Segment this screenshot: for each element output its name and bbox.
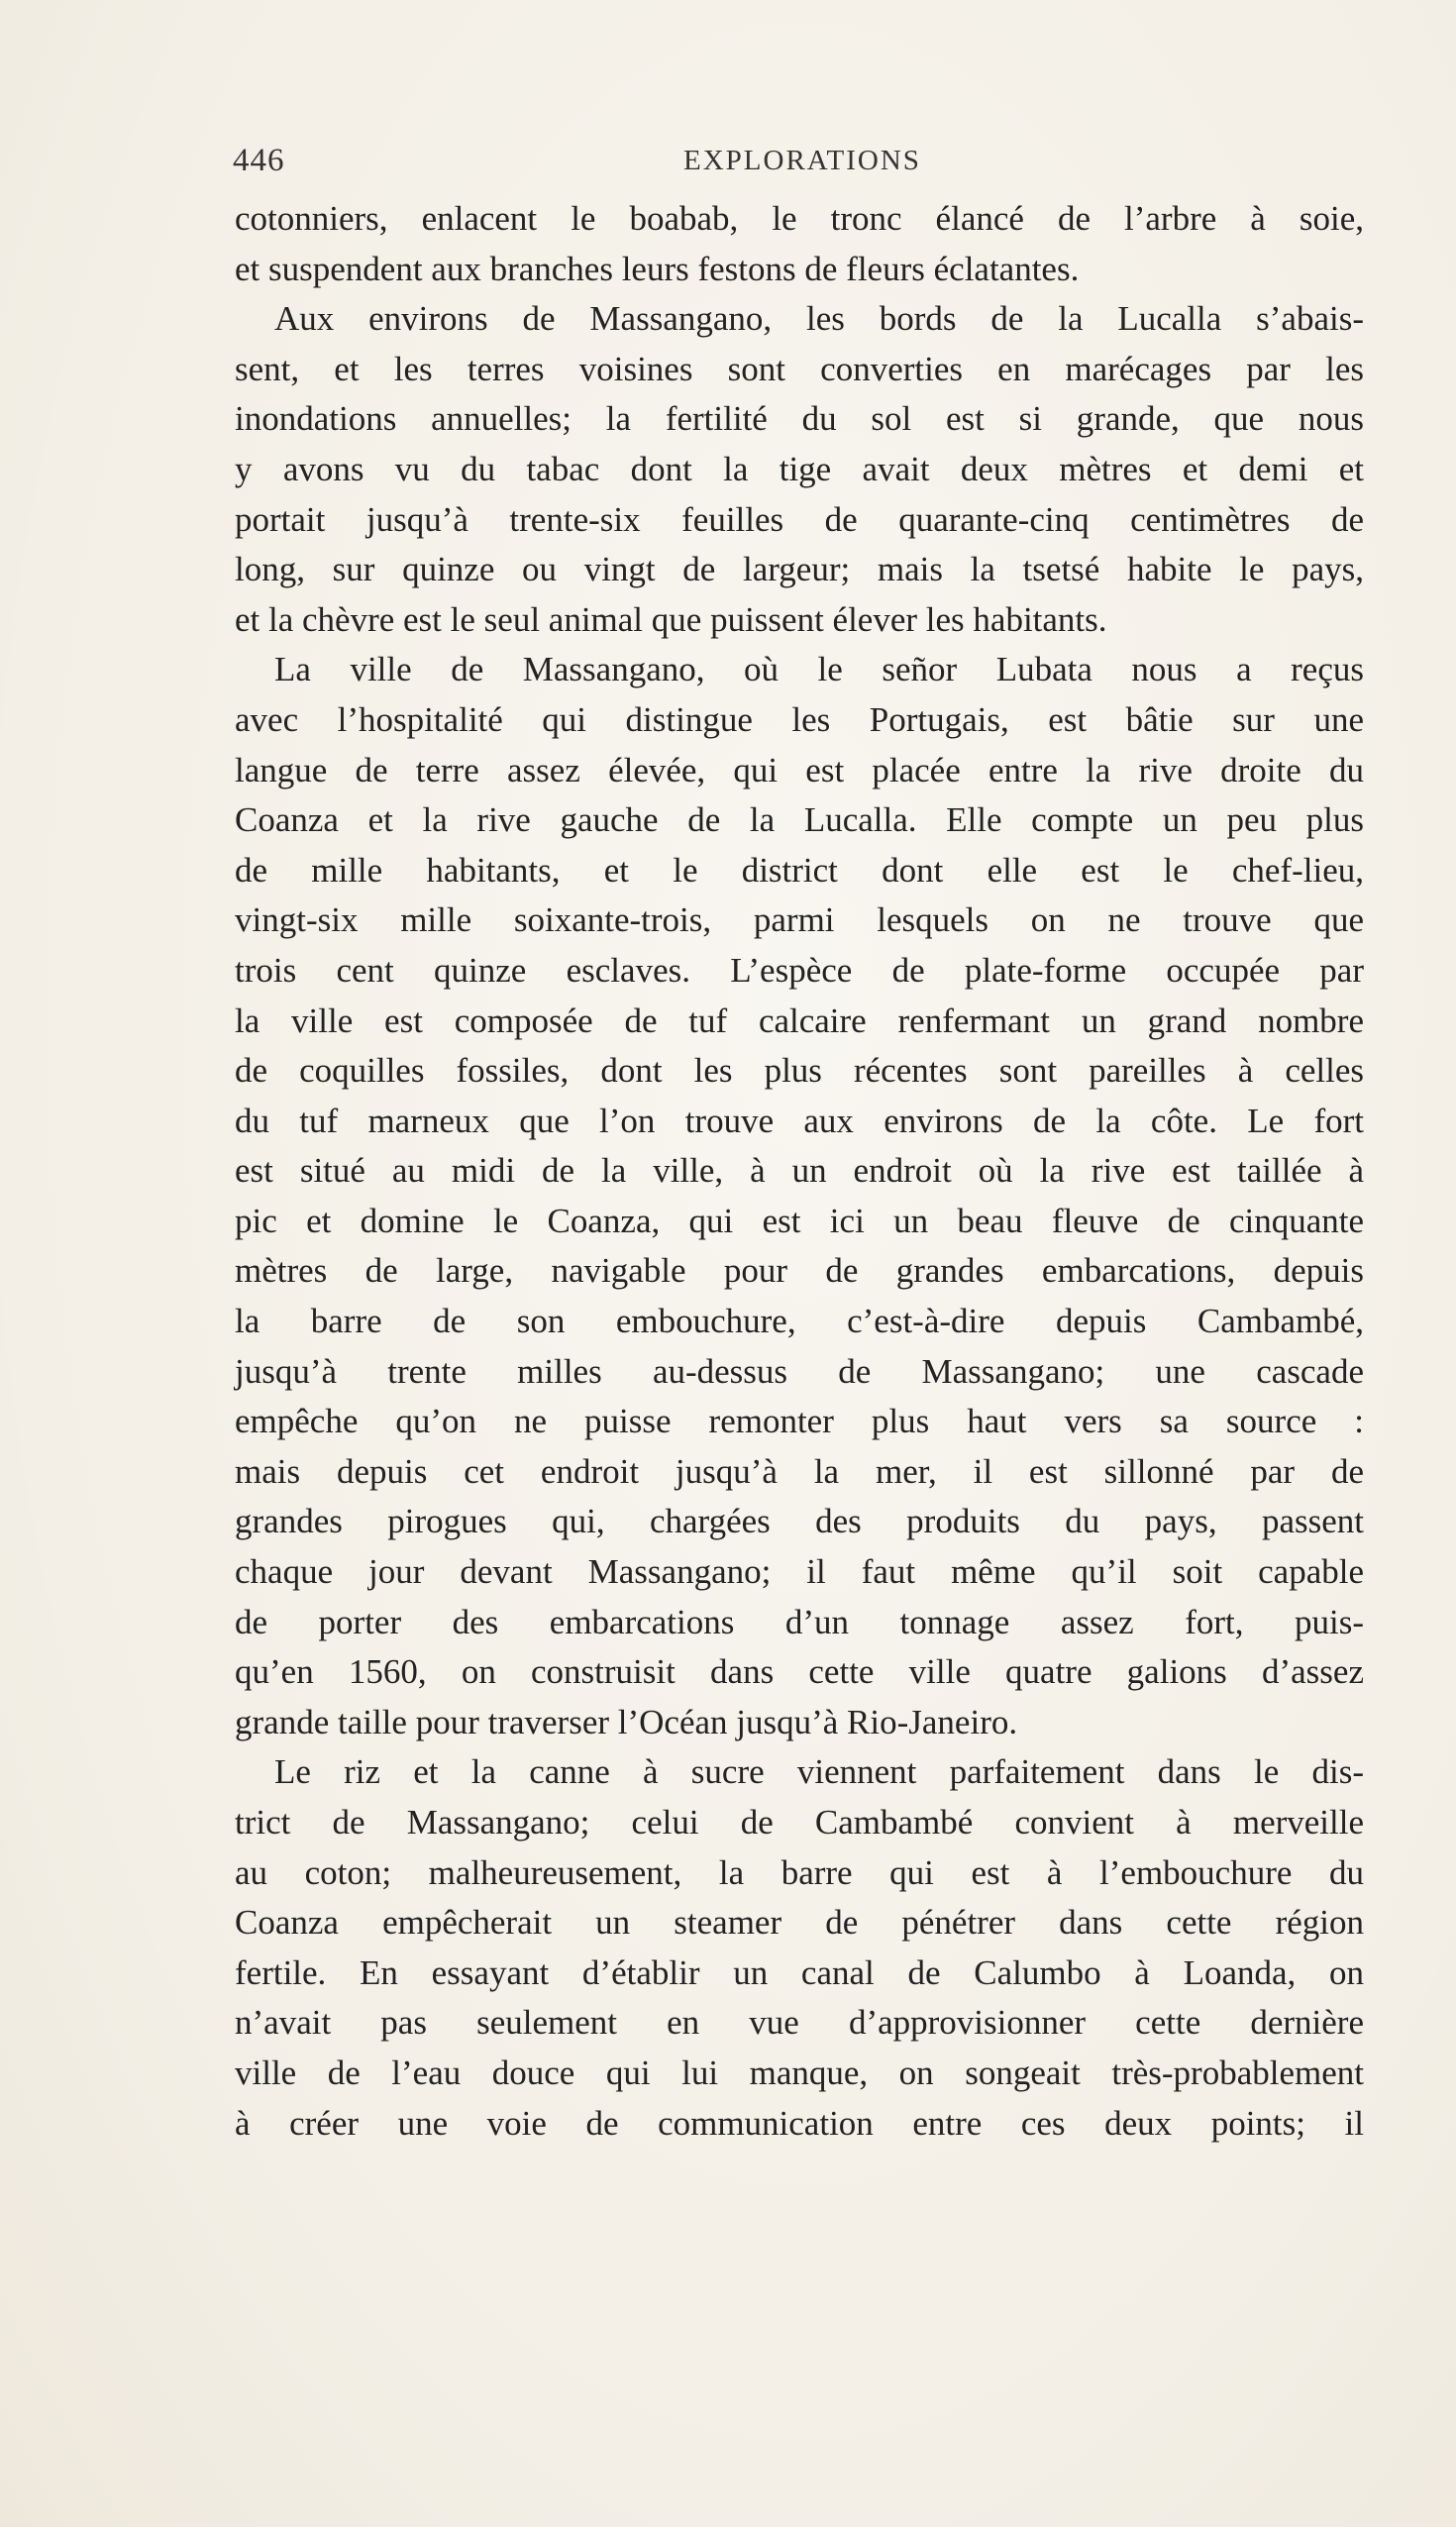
text-line: avec l’hospitalité qui distingue les Portugais, est bâtie sur une <box>235 699 1364 739</box>
text-line: de coquilles fossiles, dont les plus récentes sont pareilles à celles <box>235 1051 1364 1091</box>
text-line: la ville est composée de tuf calcaire renfermant un grand nombre <box>235 1000 1364 1040</box>
text-line: sent, et les terres voisines sont converties en marécages par les <box>235 349 1364 388</box>
text-line: mais depuis cet endroit jusqu’à la mer, il est sillonné par de <box>235 1451 1364 1491</box>
text-line: pic et domine le Coanza, qui est ici un beau fleuve de cinquante <box>235 1201 1364 1240</box>
text-line: La ville de Massangano, où le señor Lubata nous a reçus <box>274 650 1364 689</box>
text-line: empêche qu’on ne puisse remonter plus haut vers sa source : <box>235 1402 1364 1441</box>
text-line: trois cent quinze esclaves. L’espèce de plate-forme occupée par <box>235 950 1364 990</box>
text-line: mètres de large, navigable pour de grandes embarcations, depuis <box>235 1251 1364 1291</box>
text-line: portait jusqu’à trente-six feuilles de quarante-cinq centimètres de <box>235 499 1364 539</box>
text-line: y avons vu du tabac dont la tige avait deux mètres et demi et <box>235 449 1364 488</box>
text-line: langue de terre assez élevée, qui est placée entre la rive droite du <box>235 750 1364 790</box>
text-line: du tuf marneux que l’on trouve aux environs de la côte. Le fort <box>235 1101 1364 1140</box>
text-line: et suspendent aux branches leurs festons de fleurs éclatantes. <box>235 249 1080 288</box>
text-line: Aux environs de Massangano, les bords de la Lucalla s’abais- <box>274 299 1364 339</box>
text-line: Coanza empêcherait un steamer de pénétrer dans cette région <box>235 1903 1364 1943</box>
text-line: de mille habitants, et le district dont elle est le chef-lieu, <box>235 850 1364 890</box>
text-line: à créer une voie de communication entre ces deux points; il <box>235 2103 1364 2143</box>
page-number: 446 <box>233 143 285 178</box>
text-line: jusqu’à trente milles au-dessus de Massangano; une cascade <box>235 1351 1364 1391</box>
text-line: ville de l’eau douce qui lui manque, on songeait très-probablement <box>235 2053 1364 2092</box>
page-header <box>233 136 1367 185</box>
text-line: long, sur quinze ou vingt de largeur; mais la tsetsé habite le pays, <box>235 550 1364 589</box>
running-title: EXPLORATIONS <box>683 145 921 176</box>
text-line: cotonniers, enlacent le boabab, le tronc élancé de l’arbre à soie, <box>235 199 1364 238</box>
text-line: Le riz et la canne à sucre viennent parfaitement dans le dis- <box>274 1752 1364 1792</box>
text-line: trict de Massangano; celui de Cambambé convient à merveille <box>235 1803 1364 1842</box>
text-line: qu’en 1560, on construisit dans cette ville quatre galions d’assez <box>235 1652 1364 1692</box>
text-line: est situé au midi de la ville, à un endroit où la rive est taillée à <box>235 1151 1364 1191</box>
text-line: n’avait pas seulement en vue d’approvisionner cette dernière <box>235 2003 1364 2043</box>
body-text <box>235 194 1364 2149</box>
text-line: vingt-six mille soixante-trois, parmi lesquels on ne trouve que <box>235 900 1364 940</box>
text-line: Coanza et la rive gauche de la Lucalla. Elle compte un peu plus <box>235 800 1364 840</box>
text-line: chaque jour devant Massangano; il faut même qu’il soit capable <box>235 1552 1364 1592</box>
text-line: inondations annuelles; la fertilité du sol est si grande, que nous <box>235 399 1364 439</box>
text-line: fertile. En essayant d’établir un canal de Calumbo à Loanda, on <box>235 1952 1364 1992</box>
text-line: grande taille pour traverser l’Océan jusqu’à Rio-Janeiro. <box>235 1702 1018 1741</box>
text-line: la barre de son embouchure, c’est-à-dire depuis Cambambé, <box>235 1302 1364 1341</box>
text-line: grandes pirogues qui, chargées des produits du pays, passent <box>235 1502 1364 1541</box>
text-line: au coton; malheureusement, la barre qui est à l’embouchure du <box>235 1852 1364 1892</box>
text-line: et la chèvre est le seul animal que puissent élever les habitants. <box>235 599 1107 639</box>
text-line: de porter des embarcations d’un tonnage assez fort, puis- <box>235 1602 1364 1641</box>
